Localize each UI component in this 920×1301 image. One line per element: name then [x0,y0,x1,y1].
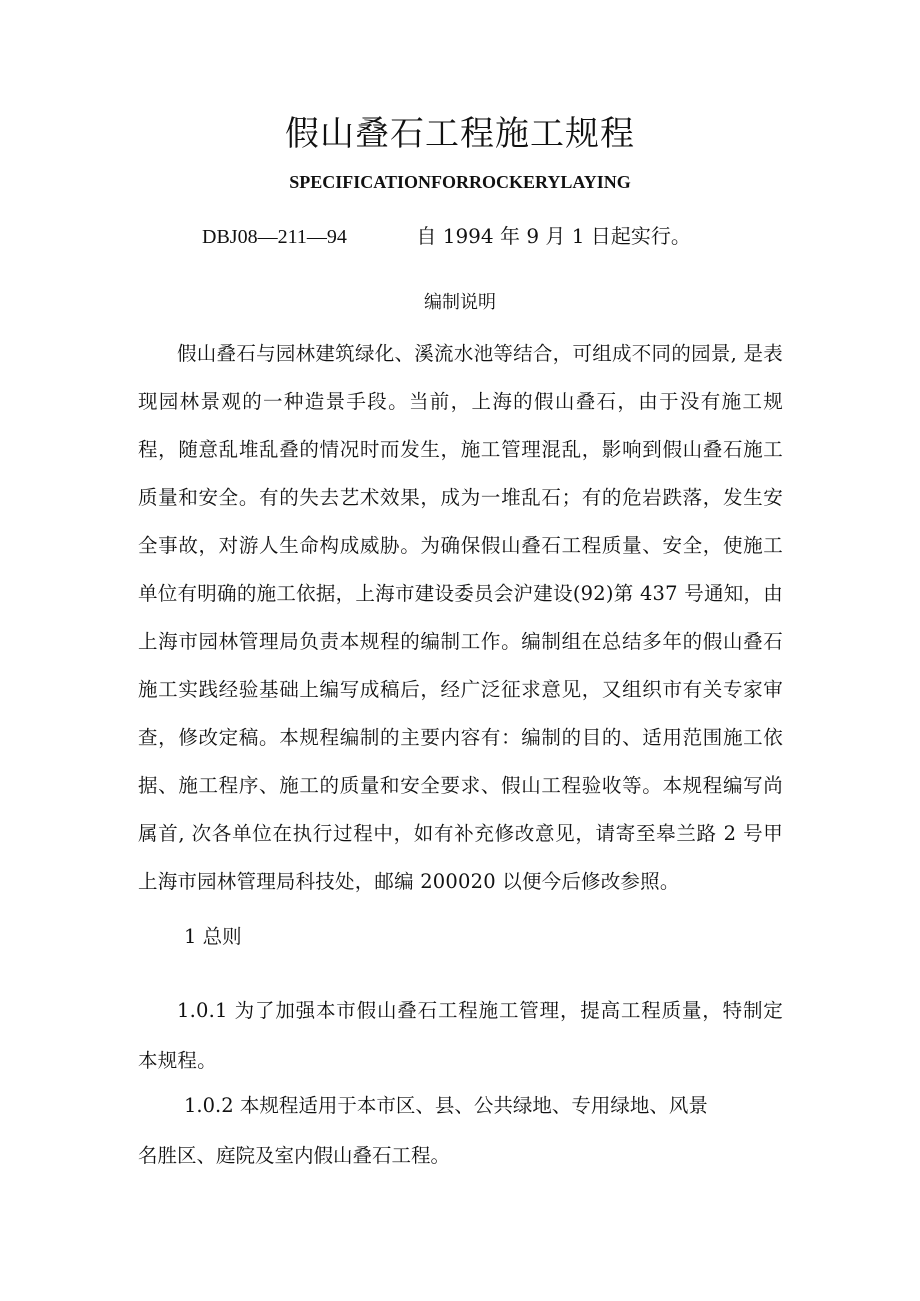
effective-date: 自 1994 年 9 月 1 日起实行。 [416,224,691,248]
standard-code: DBJ08—211—94 [202,226,347,248]
document-subtitle: SPECIFICATIONFORROCKERYLAYING [289,172,631,192]
document-title: 假山叠石工程施工规程 [285,114,635,154]
document-meta [202,222,691,251]
chapter-heading: 1 总则 [184,925,242,948]
clause-1-0-2-line-1: 1.0.2 本规程适用于本市区、县、公共绿地、专用绿地、风景 [184,1094,708,1117]
preface-heading: 编制说明 [424,292,496,313]
preface-paragraph: 假山叠石与园林建筑绿化、溪流水池等结合，可组成不同的园景, 是表现园林景观的一种造景手段。当前，上海的假山叠石，由于没有施工规程，随意乱堆乱叠的情况时而发生，施工管理混乱，影响到假山叠石施工质量和安全。有的失去艺术效果，成为一堆乱石；有的危岩跌落，发生安全事故，对游人生命构成威胁。为确保假山叠石工程质量、安全，使施工单位有明确的施工依据，上海市建设委员会沪建设(92)第 437 号通知，由上海市园林管理局负责本规程的编制工作。编制组在总结多年的假山叠石施工实践经验基础上编写成稿后，经广泛征求意见，又组织市有关专家审查，修改定稿。本规程编制的主要内容有：编制的目的、适用范围施工依据、施工程序、施工的质量和安全要求、假山工程验收等。本规程编写尚属首, 次各单位在执行过程中，如有补充修改意见，请寄至皋兰路 2 号甲上海市园林管理局科技处，邮编 200020 以便今后修改参照。 [138,342,783,893]
clause-1-0-2-line-2: 名胜区、庭院及室内假山叠石工程。 [138,1144,451,1167]
clause-1-0-1: 1.0.1 为了加强本市假山叠石工程施工管理，提高工程质量，特制定本规程。 [138,999,783,1072]
